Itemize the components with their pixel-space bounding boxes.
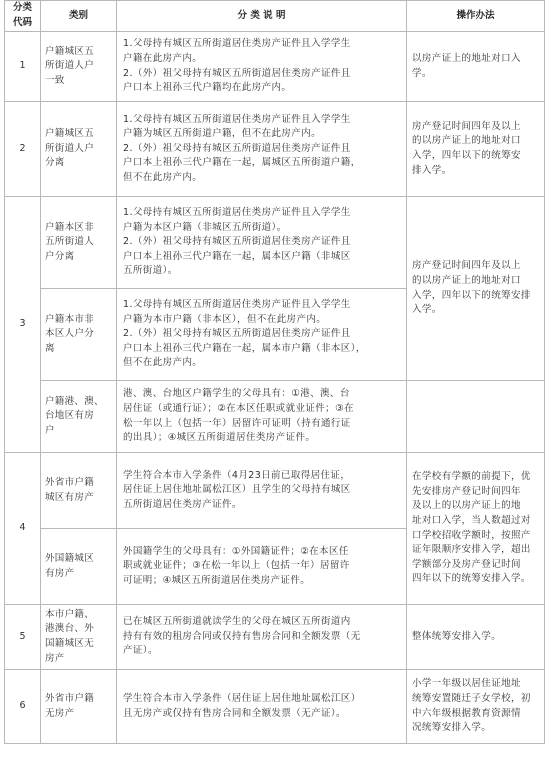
header-code-cell [5,1,41,32]
category-line: 离 [45,342,55,354]
description-line: 港、澳、台地区户籍学生的父母具有：①港、澳、台 [123,388,350,400]
row-category [41,32,117,102]
row-code: 5 [5,605,41,670]
category-line: 户籍城区五 [45,45,95,57]
category-line: 无房产 [45,707,75,719]
description-line: 户籍为城区五所街道户籍，但不在此房产内。 [123,128,322,140]
row-code: 4 [5,453,41,605]
operation-line: 学。 [412,67,432,79]
description-line: 2.（外）祖父母持有城区五所街道居住类房产证件且 [123,142,351,154]
operation-line: 在学校有学额的前提下，优 [412,471,531,483]
header-code-line2: 代码 [12,17,32,28]
category-line: 户籍本市非 [45,313,95,325]
description-line: 1.父母持有城区五所街道居住类房产证件且入学学生 [123,299,351,311]
category-line: 所街道人户 [45,142,95,154]
description-line: 的出具）；④城区五所街道居住类房产证件。 [123,432,316,444]
category-line: 所街道人户 [45,60,95,72]
category-line: 外省市户籍 [45,692,95,704]
category-line: 城区有房产 [45,491,95,503]
category-line: 户籍城区五 [45,128,95,140]
operation-line: 况统筹安排入学。 [412,722,492,734]
table-row [5,102,545,197]
description-line: 且无房产或仅持有售房合同和全额发票（无产证）。 [123,707,346,719]
operation-line: 四年以下的统筹安排入学。 [412,573,531,585]
table-row [5,453,545,529]
operation-line: 中六年级根据教育资源情 [412,707,521,719]
operation-line: 小学一年级以居住证地址 [412,678,521,690]
operation-line: 排入学。 [412,164,452,176]
description-line: 户籍为本区户籍（非城区五所街道）。 [123,221,287,233]
category-line: 户 [45,424,55,436]
category-line: 国籍城区无 [45,638,95,649]
category-line: 港澳台、外 [45,623,95,635]
description-line: 1.父母持有城区五所街道居住类房产证件且入学学生 [123,113,351,125]
table-row [5,381,545,453]
row-description [117,453,407,529]
category-line: 五所街道人 [45,236,95,248]
description-line: 外国籍学生的父母具有：①外国籍证件；②在本区任 [123,545,349,557]
row-category [41,381,117,453]
description-line: 2.（外）祖父母持有城区五所街道居住类房产证件且 [123,236,351,248]
description-line: 五所街道居住类房产证件。 [123,498,242,510]
description-line: 但不在此房产内。 [123,171,203,183]
header-code-line1: 分类 [12,2,32,14]
description-line: 学生符合本市入学条件（4月23日前已取得居住证， [123,469,351,481]
operation-line: 址对口入学，当人数超过对 [412,514,531,526]
row-category [41,453,117,529]
description-line: 持有有效的租房合同或仅持有售房合同和全额发票（无 [123,630,361,642]
row-description [117,197,407,289]
category-line: 房产 [45,652,65,664]
category-line: 分离 [45,157,65,169]
description-line: 户口本上祖孙三代户籍在一起，属本区户籍（非城区 [123,250,351,262]
table-row [5,32,545,102]
description-line: 学生符合本市入学条件（居住证上居住地址属松江区） [123,692,361,704]
operation-line: 入学，四年以下的统筹安排 [412,289,531,301]
row-description [117,289,407,381]
category-line: 户分离 [45,250,75,262]
operation-line: 的以房产证上的地址对口 [412,274,521,286]
row-description [117,605,407,670]
description-line: 职或就业证件；③在松一年以上（包括一年）居留许 [123,560,350,572]
description-line: 2.（外）祖父母持有城区五所街道居住类房产证件且 [123,328,351,340]
table-row [5,197,545,289]
row-category [41,670,117,744]
enrollment-classification-table [4,0,545,744]
description-line: 1.父母持有城区五所街道居住类房产证件且入学学生 [123,207,351,219]
category-line: 本区人户分 [45,328,95,340]
row-code: 1 [5,32,41,102]
operation-line: 口学校招收学额时，按照产 [412,529,531,541]
row-description [117,102,407,197]
operation-line: 整体统筹安排入学。 [412,630,502,642]
category-line: 户籍港、澳、 [45,395,104,407]
operation-line: 入学，四年以下的统筹安 [412,150,521,161]
description-line: 1.父母持有城区五所街道居住类房产证件且入学学生 [123,38,351,50]
category-line: 户籍本区非 [45,221,95,233]
operation-line: 房产登记时间四年及以上 [412,260,521,272]
table-row [5,605,545,670]
row-code: 6 [5,670,41,744]
description-line: 五所街道）。 [123,265,178,277]
category-line: 有房产 [45,567,75,579]
row-category [41,197,117,289]
row-description [117,381,407,453]
table-row [5,670,545,744]
row-description [117,670,407,744]
description-line: 户籍在此房产内。 [123,52,203,64]
description-line: 居住证上居住地址属松江区）且学生的父母持有城区 [123,484,351,496]
description-line: 松一年以上（包括一年）居留许可证明（持有通行证 [123,417,351,429]
row-code: 3 [5,197,41,453]
row-operation [407,453,545,605]
row-category [41,289,117,381]
description-line: 户口本上祖孙三代户籍在一起，属城区五所街道户籍， [123,157,361,169]
description-line: 户籍为本市户籍（非本区），但不在此房产内。 [123,313,327,325]
row-operation [407,605,545,670]
row-category [41,102,117,197]
category-line: 一致 [45,74,65,86]
row-operation [407,197,545,381]
description-line: 户口本上祖孙三代户籍均在此房产内。 [123,82,292,94]
description-line: 居住证（或通行证）；②在本区任职或就业证件；③在 [123,402,354,414]
header-row [5,1,545,32]
row-operation [407,102,545,197]
row-operation [407,32,545,102]
header-category: 类别 [41,1,117,32]
category-line: 本市户籍、 [45,608,95,620]
description-line: 已在城区五所街道就读学生的父母在城区五所街道内 [123,616,351,628]
operation-line: 学额部分及房产登记时间 [412,558,521,570]
row-description [117,32,407,102]
category-line: 外省市户籍 [45,476,95,488]
operation-line: 以房产证上的地址对口入 [412,52,521,64]
description-line: 2.（外）祖父母持有城区五所街道居住类房产证件且 [123,67,351,79]
description-line: 但不在此房产内。 [123,357,203,369]
row-category [41,529,117,605]
description-line: 户口本上祖孙三代户籍在一起，属本市户籍（非本区）， [123,342,366,354]
operation-line: 的以房产证上的地址对口 [412,135,521,147]
operation-line: 房产登记时间四年及以上 [412,120,521,132]
operation-line: 证年限顺序安排入学，超出 [412,544,531,556]
row-operation [407,670,545,744]
operation-line: 统筹安置随迁子女学校，初 [412,692,531,704]
category-line: 台地区有房 [45,410,95,422]
description-line: 可证明；④城区五所街道居住类房产证件。 [123,574,311,586]
row-code: 2 [5,102,41,197]
description-line: 产证）。 [123,645,158,657]
row-operation-empty [407,381,545,453]
row-description [117,529,407,605]
header-operation: 操作办法 [407,1,545,32]
header-description: 分 类 说 明 [117,1,407,32]
category-line: 外国籍城区 [45,552,95,564]
operation-line: 先安排房产登记时间四年 [412,485,521,497]
operation-line: 及以上的以房产证上的地 [412,500,521,512]
row-category [41,605,117,670]
operation-line: 入学。 [412,304,442,316]
